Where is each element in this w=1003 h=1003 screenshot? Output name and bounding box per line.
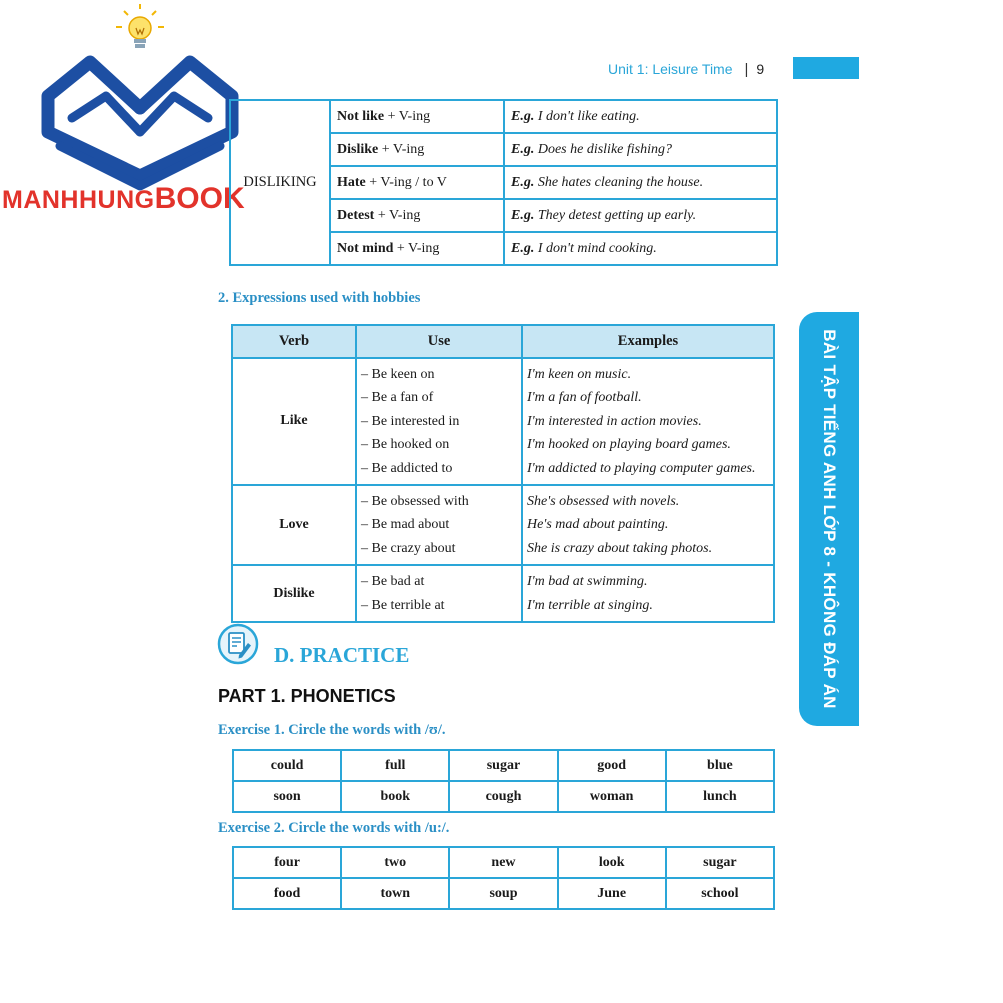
verb-bold: Detest [337, 207, 375, 223]
word-cell[interactable]: book [341, 781, 449, 812]
use-item: – Be keen on [361, 367, 435, 382]
verb-pattern: + V-ing [393, 240, 440, 256]
category-cell: DISLIKING [230, 100, 330, 265]
word-cell[interactable]: full [341, 750, 449, 781]
table-row [230, 100, 777, 133]
verb-cell [330, 166, 504, 199]
example-item: I'm a fan of football. [527, 390, 642, 406]
use-item: – Be hooked on [361, 437, 450, 453]
example-item: I'm interested in action movies. [527, 413, 702, 429]
word-cell[interactable]: new [449, 847, 557, 878]
word-cell[interactable]: town [341, 878, 449, 909]
verb-pattern: + V-ing [374, 207, 421, 223]
table-header-row [232, 325, 774, 358]
exercise-1-table [232, 749, 775, 813]
example-item: I'm hooked on playing board games. [527, 437, 731, 453]
word-cell[interactable]: school [666, 878, 774, 909]
verb-cell: Love [232, 485, 356, 565]
section-title: 2. Expressions used with hobbies [218, 290, 421, 306]
verb-cell [330, 133, 504, 166]
table-row [233, 750, 774, 781]
word-cell[interactable]: sugar [449, 750, 557, 781]
examples-cell [522, 485, 774, 565]
word-cell[interactable]: cough [449, 781, 557, 812]
use-item: – Be interested in [361, 413, 460, 429]
eg-label: E.g. [511, 141, 535, 157]
logo-text-book: BOOK [154, 182, 245, 215]
examples-cell [522, 565, 774, 622]
use-item: – Be terrible at [361, 597, 445, 613]
table-row [233, 781, 774, 812]
use-item: – Be bad at [361, 574, 425, 590]
verb-cell [330, 232, 504, 265]
example-cell [504, 133, 777, 166]
table-row [233, 847, 774, 878]
exercise-2-title: Exercise 2. Circle the words with /u:/. [218, 820, 450, 836]
disliking-table [229, 99, 778, 266]
verb-cell: Dislike [232, 565, 356, 622]
use-item: – Be addicted to [361, 460, 453, 476]
examples-cell [522, 358, 774, 485]
use-item: – Be a fan of [361, 390, 434, 406]
example-item: I'm addicted to playing computer games. [527, 460, 756, 476]
table-row [232, 565, 774, 622]
eg-label: E.g. [511, 174, 535, 190]
use-item: – Be crazy about [361, 540, 456, 556]
use-item: – Be mad about [361, 517, 450, 533]
word-cell[interactable]: June [558, 878, 666, 909]
table-row [233, 878, 774, 909]
column-header: Examples [522, 325, 774, 358]
use-cell [356, 565, 522, 622]
word-cell[interactable]: blue [666, 750, 774, 781]
example-item: She is crazy about taking photos. [527, 540, 713, 556]
example-text: I don't mind cooking. [537, 240, 657, 256]
word-cell[interactable]: good [558, 750, 666, 781]
verb-pattern: + V-ing [384, 108, 431, 124]
header-accent-bar [793, 57, 859, 79]
example-cell [504, 232, 777, 265]
example-text: She hates cleaning the house. [537, 174, 704, 190]
page-number: 9 [756, 61, 765, 77]
verb-cell [330, 100, 504, 133]
example-item: I'm bad at swimming. [527, 574, 648, 590]
page-header [608, 58, 764, 80]
use-item: – Be obsessed with [361, 493, 469, 509]
exercise-2-table [232, 846, 775, 910]
verb-bold: Dislike [337, 141, 379, 157]
example-item: She's obsessed with novels. [527, 493, 680, 509]
example-cell [504, 100, 777, 133]
verb-bold: Hate [337, 174, 366, 190]
column-header: Verb [232, 325, 356, 358]
table-row [232, 358, 774, 485]
example-cell [504, 166, 777, 199]
word-cell[interactable]: food [233, 878, 341, 909]
word-cell[interactable]: four [233, 847, 341, 878]
exercise-1-title: Exercise 1. Circle the words with /ʊ/. [218, 722, 446, 738]
practice-icon [217, 623, 259, 665]
expressions-table [231, 324, 775, 623]
word-cell[interactable]: sugar [666, 847, 774, 878]
example-cell [504, 199, 777, 232]
word-cell[interactable]: could [233, 750, 341, 781]
header-separator: | [744, 60, 749, 78]
word-cell[interactable]: woman [558, 781, 666, 812]
logo-text-manhhung: MANHHUNG [2, 186, 155, 214]
verb-cell: Like [232, 358, 356, 485]
practice-title: D. PRACTICE [274, 643, 410, 667]
eg-label: E.g. [511, 207, 535, 223]
table-row [232, 485, 774, 565]
example-text: Does he dislike fishing? [537, 141, 672, 157]
word-cell[interactable]: two [341, 847, 449, 878]
use-cell [356, 358, 522, 485]
word-cell[interactable]: soon [233, 781, 341, 812]
verb-bold: Not like [337, 108, 385, 124]
example-text: I don't like eating. [537, 108, 640, 124]
example-item: I'm keen on music. [527, 367, 632, 382]
verb-pattern: + V-ing / to V [365, 174, 447, 190]
eg-label: E.g. [511, 240, 535, 256]
word-cell[interactable]: soup [449, 878, 557, 909]
logo-wordmark [2, 182, 245, 216]
use-cell [356, 485, 522, 565]
column-header: Use [356, 325, 522, 358]
part-title: PART 1. PHONETICS [218, 686, 396, 706]
side-tab-label: BÀI TẬP TIẾNG ANH LỚP 8 - KHÔNG ĐÁP ÁN [820, 329, 839, 709]
verb-bold: Not mind [337, 240, 394, 256]
example-item: He's mad about painting. [527, 517, 669, 533]
verb-cell [330, 199, 504, 232]
unit-title: Unit 1: Leisure Time [608, 61, 733, 77]
example-text: They detest getting up early. [537, 207, 697, 223]
verb-pattern: + V-ing [378, 141, 425, 157]
eg-label: E.g. [511, 108, 535, 124]
word-cell[interactable]: look [558, 847, 666, 878]
example-item: I'm terrible at singing. [527, 597, 653, 613]
word-cell[interactable]: lunch [666, 781, 774, 812]
